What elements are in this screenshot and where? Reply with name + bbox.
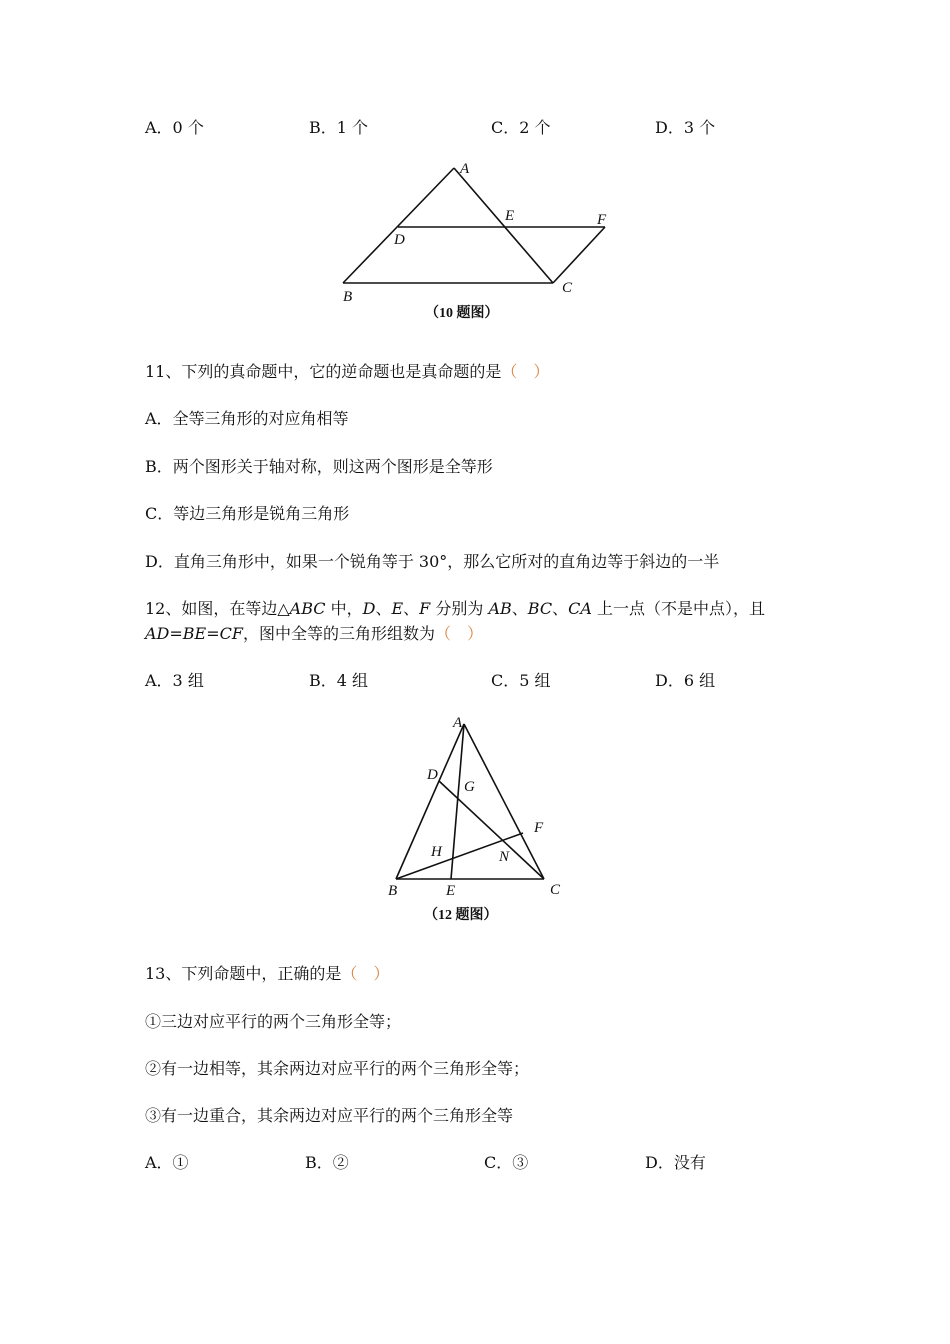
q13-option-a: A．① (145, 1153, 189, 1172)
label-b: B (388, 883, 398, 899)
q12-option-b: B．4 组 (309, 671, 369, 690)
q12-text-6: 、 (511, 599, 528, 618)
q13-item-1: ①三边对应平行的两个三角形全等； (145, 1012, 402, 1031)
q12-var-ab: AB (488, 599, 512, 618)
q13-option-c: C．③ (484, 1153, 529, 1172)
q11-stem-text: 11、下列的真命题中，它的逆命题也是真命题的是 (145, 362, 502, 381)
q12-text-3: 、 (375, 599, 392, 618)
q12-stem-line1 (145, 599, 765, 619)
q12-var-e: E (391, 599, 404, 618)
q11-option-c: C．等边三角形是锐角三角形 (145, 504, 350, 523)
label-h: H (431, 844, 442, 860)
label-e: E (446, 883, 456, 899)
label-g: G (464, 779, 475, 795)
q12-text-7: 、 (552, 599, 569, 618)
q10-option-c: C．2 个 (491, 118, 551, 137)
label-c: C (550, 882, 561, 898)
q11-option-b: B．两个图形关于轴对称，则这两个图形是全等形 (145, 457, 493, 476)
q12-text-5: 分别为 (430, 599, 489, 618)
q12-option-d: D．6 组 (655, 671, 716, 690)
q11-option-d: D．直角三角形中，如果一个锐角等于 30°，那么它所对的直角边等于斜边的一半 (145, 552, 720, 571)
label-b: B (343, 289, 353, 305)
q12-option-a: A．3 组 (145, 671, 204, 690)
q12-text-8: 上一点（不是中点），且 (591, 599, 765, 618)
q12-var-equal-segments: AD=BE=CF (145, 624, 243, 643)
q10-option-b: B．1 个 (309, 118, 369, 137)
q12-var-bc: BC (527, 599, 553, 618)
label-d: D (394, 232, 405, 248)
q12-text-1: 12、如图，在等边△ (145, 599, 290, 618)
q13-answer-paren: （ ） (341, 964, 390, 983)
q13-item-3: ③有一边重合，其余两边对应平行的两个三角形全等 (145, 1106, 514, 1125)
q12-var-ca: CA (568, 599, 592, 618)
q12-figure (380, 705, 580, 935)
q13-stem-text: 13、下列命题中，正确的是 (145, 964, 342, 983)
q12-caption: （12 题图） (424, 908, 498, 923)
q13-stem (145, 964, 389, 984)
q13-option-d: D．没有 (645, 1153, 706, 1172)
segment-ac (454, 168, 553, 283)
q13-option-b: B．② (305, 1153, 349, 1172)
label-e: E (505, 208, 515, 224)
q12-var-d: D (362, 599, 376, 618)
label-a: A (453, 715, 463, 731)
q12-stem-line2 (145, 624, 483, 644)
q12-text-2: 中， (325, 599, 363, 618)
q13-item-2: ②有一边相等，其余两边对应平行的两个三角形全等； (145, 1059, 530, 1078)
q10-option-d: D．3 个 (655, 118, 716, 137)
q10-caption: （10 题图） (425, 306, 499, 321)
q12-var-abc: ABC (289, 599, 326, 618)
q12-var-f: F (419, 599, 431, 618)
q12-option-c: C．5 组 (491, 671, 551, 690)
segment-cf (553, 227, 605, 283)
label-f: F (534, 820, 544, 836)
segment-ab (343, 168, 454, 283)
q11-option-a: A．全等三角形的对应角相等 (145, 409, 349, 428)
label-d: D (427, 767, 438, 783)
q12-text-9: ，图中全等的三角形组数为 (242, 624, 435, 643)
label-f: F (597, 212, 607, 228)
q12-answer-paren: （ ） (435, 624, 484, 643)
q11-stem (145, 362, 549, 382)
label-c: C (562, 280, 573, 296)
q12-text-4: 、 (403, 599, 420, 618)
q11-answer-paren: （ ） (501, 362, 550, 381)
segment-ab (396, 724, 464, 879)
q10-figure (330, 155, 620, 330)
label-n: N (499, 849, 510, 865)
q10-option-a: A．0 个 (145, 118, 204, 137)
label-a: A (460, 161, 470, 177)
